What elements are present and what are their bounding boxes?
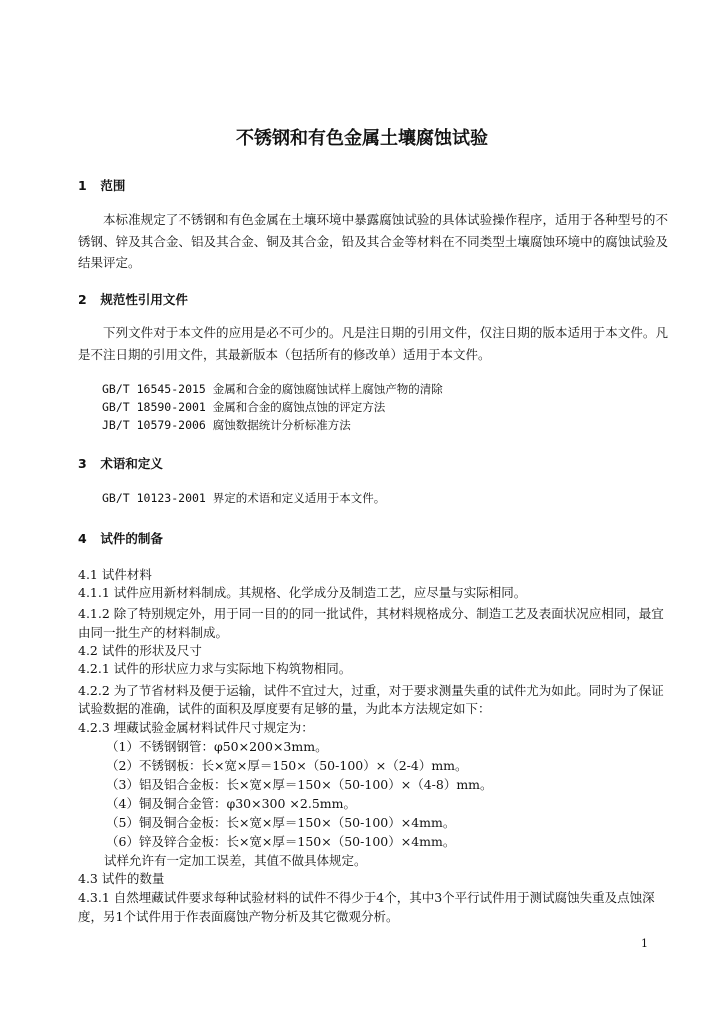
tolerance-note: 试样允许有一定加工误差，其值不做具体规定。 — [104, 853, 367, 868]
list-item: （4）铜及铜合金管：φ30×300 ×2.5mm。 — [106, 796, 356, 811]
list-item: （3）铝及铝合金板：长×宽×厚＝150×（50-100）×（4-8）mm。 — [106, 777, 493, 792]
clause-4-3-1-cont: 度，另1个试件用于作表面腐蚀产物分析及其它微观分析。 — [78, 909, 399, 924]
clause-4-2-2: 4.2.2 为了节省材料及便于运输，试件不宜过大，过重，对于要求测量失重的试件尤为如此。同时为了保证 — [78, 683, 664, 698]
clause-4-1-1: 4.1.1 试件应用新材料制成。其规格、化学成分及制造工艺，应尽量与实际相同。 — [78, 585, 527, 600]
section-1-paragraph: 本标准规定了不锈钢和有色金属在土壤环境中暴露腐蚀试验的具体试验操作程序，适用于各种型号的不锈钢、锌及其合金、铝及其合金、铜及其合金，铅及其合金等材料在不同类型土壤腐蚀环境中的腐蚀试验及结果评定。 — [78, 212, 668, 270]
section-2-paragraph: 下列文件对于本文件的应用是必不可少的。凡是注日期的引用文件，仅注日期的版本适用于本文件。凡是不注日期的引用文件，其最新版本（包括所有的修改单）适用于本文件。 — [78, 325, 668, 362]
reference-item: JB/T 10579-2006 腐蚀数据统计分析标准方法 — [102, 418, 351, 432]
clause-4-1-2: 4.1.2 除了特别规定外，用于同一目的的同一批试件，其材料规格成分、制造工艺及表面状况应相同，最宜 — [78, 606, 664, 621]
clause-4-2-1: 4.2.1 试件的形状应力求与实际地下构筑物相同。 — [78, 661, 352, 676]
clause-4-1: 4.1 试件材料 — [78, 567, 152, 582]
list-item: （2）不锈钢板：长×宽×厚＝150×（50-100）×（2-4）mm。 — [106, 758, 468, 773]
list-item: （5）铜及铜合金板：长×宽×厚＝150×（50-100）×4mm。 — [106, 815, 456, 830]
section-3-paragraph: GB/T 10123-2001 界定的术语和定义适用于本文件。 — [102, 491, 386, 505]
clause-4-1-2-cont: 由同一批生产的材料制成。 — [78, 625, 229, 640]
clause-4-2-3: 4.2.3 埋藏试验金属材料试件尺寸规定为： — [78, 720, 314, 735]
clause-4-2: 4.2 试件的形状及尺寸 — [78, 643, 202, 658]
reference-item: GB/T 18590-2001 金属和合金的腐蚀点蚀的评定方法 — [102, 400, 386, 414]
section-1-heading: 1 范围 — [78, 178, 126, 193]
list-item: （1）不锈钢钢管：φ50×200×3mm。 — [106, 739, 328, 754]
clause-4-3: 4.3 试件的数量 — [78, 871, 165, 886]
page-number: 1 — [641, 937, 648, 950]
section-3-heading: 3 术语和定义 — [78, 456, 163, 471]
section-2-heading: 2 规范性引用文件 — [78, 292, 188, 307]
clause-4-2-2-cont: 试验数据的准确，试件的面积及厚度要有足够的量，为此本方法规定如下： — [78, 701, 491, 716]
document-title: 不锈钢和有色金属土壤腐蚀试验 — [236, 128, 488, 149]
section-4-heading: 4 试件的制备 — [78, 531, 163, 546]
reference-item: GB/T 16545-2015 金属和合金的腐蚀腐蚀试样上腐蚀产物的清除 — [102, 382, 443, 396]
clause-4-3-1: 4.3.1 自然埋藏试件要求每种试验材料的试件不得少于4个，其中3个平行试件用于测试腐蚀失重及点蚀深 — [78, 890, 655, 905]
list-item: （6）锌及锌合金板：长×宽×厚＝150×（50-100）×4mm。 — [106, 834, 456, 849]
